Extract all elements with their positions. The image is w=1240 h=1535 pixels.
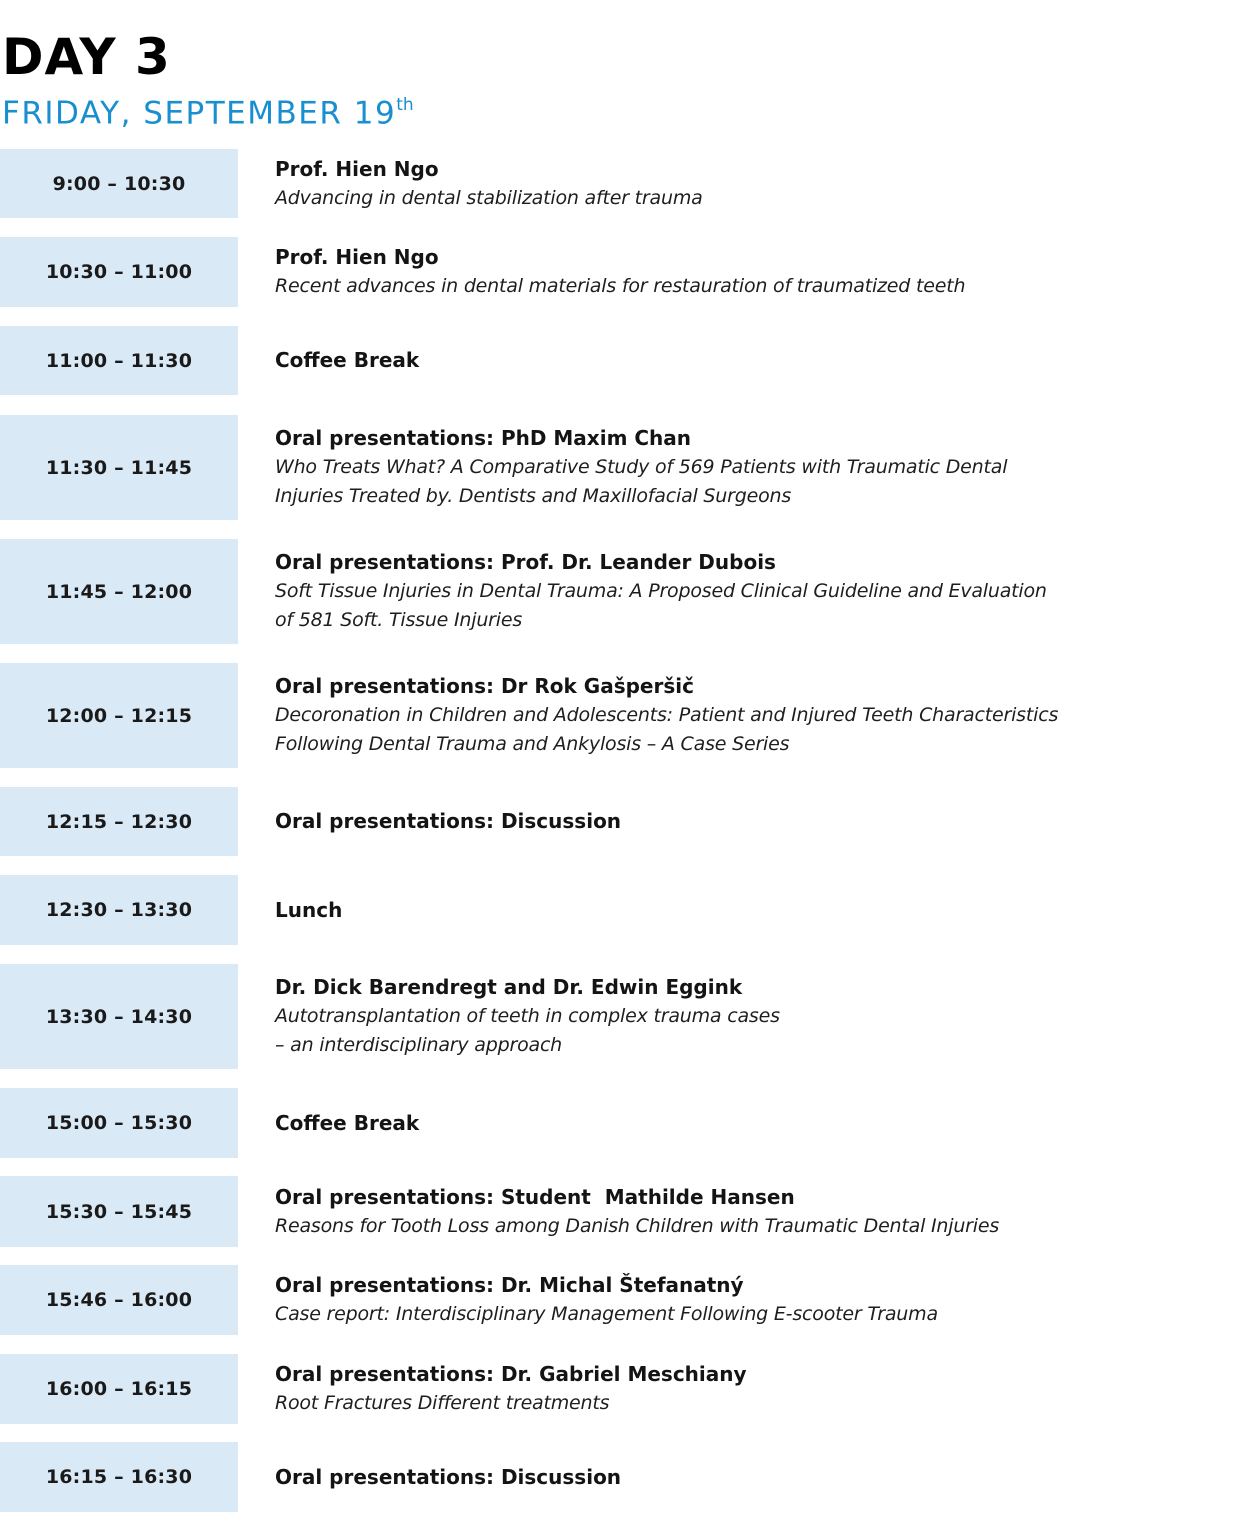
session-title: Oral presentations: Dr. Michal Štefanatný [275, 1273, 744, 1297]
schedule-row [0, 1265, 1240, 1335]
schedule-row [0, 1088, 1240, 1158]
time-slot: 15:00 – 15:30 [0, 1088, 238, 1158]
session-details [275, 237, 1135, 307]
session-details [275, 539, 1135, 644]
date-ordinal-suffix: th [396, 95, 414, 115]
session-description-line: Who Treats What? A Comparative Study of 569 Patients with Traumatic Dental [275, 456, 1008, 478]
session-description-line: Recent advances in dental materials for restauration of traumatized teeth [275, 275, 966, 297]
time-slot: 15:46 – 16:00 [0, 1265, 238, 1335]
day-title: DAY 3 [2, 28, 171, 86]
time-slot: 11:30 – 11:45 [0, 415, 238, 520]
schedule-row [0, 326, 1240, 395]
schedule-row [0, 149, 1240, 218]
session-details [275, 875, 1135, 945]
session-details [275, 1265, 1135, 1335]
session-details [275, 1354, 1135, 1424]
session-description-line: Autotransplantation of teeth in complex trauma cases [275, 1005, 780, 1027]
session-title: Prof. Hien Ngo [275, 245, 439, 269]
schedule-row [0, 875, 1240, 945]
time-slot: 12:00 – 12:15 [0, 663, 238, 768]
session-description-line: – an interdisciplinary approach [275, 1034, 563, 1056]
session-title: Oral presentations: Discussion [275, 809, 622, 833]
time-slot: 10:30 – 11:00 [0, 237, 238, 307]
session-description-line: Decoronation in Children and Adolescents: Patient and Injured Teeth Characteristics [275, 704, 1059, 726]
time-slot: 12:15 – 12:30 [0, 787, 238, 856]
schedule-row [0, 1354, 1240, 1424]
time-slot: 16:00 – 16:15 [0, 1354, 238, 1424]
session-details [275, 326, 1135, 395]
session-title: Oral presentations: Discussion [275, 1464, 622, 1489]
time-slot: 16:15 – 16:30 [0, 1442, 238, 1512]
session-description-line: Injuries Treated by. Dentists and Maxillofacial Surgeons [275, 485, 792, 507]
session-details [275, 1088, 1135, 1158]
session-description [275, 1002, 1135, 1060]
session-details [275, 415, 1135, 520]
session-title: Lunch [275, 897, 343, 922]
session-description [275, 453, 1135, 511]
schedule-row [0, 539, 1240, 644]
schedule-row [0, 1176, 1240, 1247]
schedule-row [0, 237, 1240, 307]
session-description [275, 184, 1135, 213]
session-description-line: Root Fractures Different treatments [275, 1392, 610, 1414]
session-details [275, 787, 1135, 856]
schedule-row [0, 964, 1240, 1069]
session-title: Coffee Break [275, 348, 420, 372]
date-text: FRIDAY, SEPTEMBER 19 [2, 95, 397, 132]
session-description-line: of 581 Soft. Tissue Injuries [275, 609, 523, 631]
schedule-row [0, 787, 1240, 856]
session-description [275, 1300, 1135, 1329]
session-description [275, 272, 1135, 301]
session-details [275, 663, 1135, 768]
session-description-line: Case report: Interdisciplinary Management Following E-scooter Trauma [275, 1303, 938, 1325]
session-description [275, 701, 1135, 759]
schedule-row [0, 415, 1240, 520]
session-title: Oral presentations: Dr Rok Gašperšič [275, 674, 694, 698]
session-title: Prof. Hien Ngo [275, 156, 439, 181]
session-details [275, 1176, 1135, 1247]
session-description-line: Following Dental Trauma and Ankylosis – A Case Series [275, 733, 790, 755]
session-description-line: Soft Tissue Injuries in Dental Trauma: A Proposed Clinical Guideline and Evaluation [275, 580, 1047, 602]
session-details [275, 149, 1135, 218]
schedule-row [0, 1442, 1240, 1512]
time-slot: 15:30 – 15:45 [0, 1176, 238, 1247]
session-description [275, 1212, 1135, 1241]
session-details [275, 1442, 1135, 1512]
time-slot: 11:00 – 11:30 [0, 326, 238, 395]
date-subtitle [2, 88, 414, 132]
time-slot: 9:00 – 10:30 [0, 149, 238, 218]
session-description-line: Advancing in dental stabilization after trauma [275, 186, 703, 209]
session-description [275, 1389, 1135, 1418]
schedule-row [0, 663, 1240, 768]
time-slot: 12:30 – 13:30 [0, 875, 238, 945]
time-slot: 13:30 – 14:30 [0, 964, 238, 1069]
session-title: Oral presentations: Dr. Gabriel Meschiany [275, 1362, 747, 1386]
session-title: Coffee Break [275, 1110, 420, 1135]
session-title: Oral presentations: PhD Maxim Chan [275, 426, 692, 450]
time-slot: 11:45 – 12:00 [0, 539, 238, 644]
session-title: Dr. Dick Barendregt and Dr. Edwin Eggink [275, 975, 743, 999]
session-description [275, 577, 1135, 635]
session-description-line: Reasons for Tooth Loss among Danish Children with Traumatic Dental Injuries [275, 1214, 1000, 1237]
session-details [275, 964, 1135, 1069]
session-title: Oral presentations: Prof. Dr. Leander Dubois [275, 550, 776, 574]
session-title: Oral presentations: Student Mathilde Hansen [275, 1184, 795, 1209]
